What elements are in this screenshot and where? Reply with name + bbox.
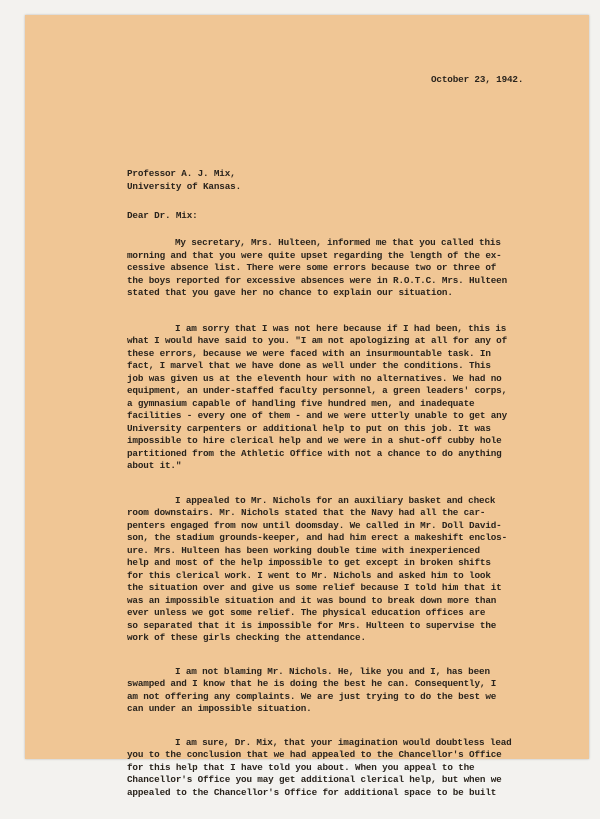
text-line: job was given us at the eleventh hour with no alternatives. We had no bbox=[127, 372, 502, 384]
text-line: was an impossible situation and it was bound to break down more than bbox=[127, 594, 497, 606]
text-line: for this help that I have told you about. When you appeal to the bbox=[127, 761, 475, 773]
salutation: Dear Dr. Mix: bbox=[127, 210, 198, 221]
text-line: stated that you gave her no chance to explain our situation. bbox=[127, 287, 453, 298]
text-line: the boys reported for excessive absences were in R.O.T.C. Mrs. Hulteen bbox=[127, 274, 508, 286]
text-line: Chancellor's Office you may get additional clerical help, but when we bbox=[127, 774, 502, 785]
text-line: equipment, an under-staffed faculty personnel, a green leaders' corps, bbox=[127, 385, 508, 396]
text-line: I am sure, Dr. Mix, that your imagination would doubtless lead bbox=[175, 736, 512, 748]
letter-body bbox=[127, 237, 547, 819]
text-line: penters engaged from now until doomsday. We called in Mr. Doll David- bbox=[127, 519, 502, 531]
text-line: I am not blaming Mr. Nichols. He, like you and I, has been bbox=[175, 665, 490, 677]
text-line: University carpenters or additional help to put on this job. It was bbox=[127, 422, 491, 434]
text-line: room downstairs. Mr. Nichols stated that the Navy had all the car- bbox=[127, 507, 486, 518]
text-line: about it." bbox=[127, 460, 182, 471]
paragraph-1 bbox=[127, 237, 547, 300]
text-line: appealed to the Chancellor's Office for additional space to be built bbox=[127, 786, 497, 798]
text-line: help and most of the help impossible to get except in broken shifts bbox=[127, 557, 491, 568]
text-line: what I would have said to you. "I am not apologizing at all for any of bbox=[127, 335, 508, 346]
recipient-name: Professor A. J. Mix, bbox=[127, 168, 236, 179]
text-line: so separated that it is impossible for Mrs. Hulteen to supervise the bbox=[127, 619, 497, 631]
text-line: cessive absence list. There were some errors because two or three of bbox=[127, 262, 497, 273]
text-line: My secretary, Mrs. Hulteen, informed me that you called this bbox=[175, 237, 501, 248]
recipient-address bbox=[127, 168, 241, 193]
text-line: facilities - every one of them - and we were utterly unable to get any bbox=[127, 410, 508, 421]
letter-page bbox=[25, 15, 589, 798]
text-line: I appealed to Mr. Nichols for an auxiliary basket and check bbox=[175, 494, 496, 506]
text-line: am not offering any complaints. We are just trying to do the best we bbox=[127, 690, 497, 702]
text-line: swamped and I know that he is doing the best he can. Consequently, I bbox=[127, 678, 497, 689]
text-line: a gymnasium capable of handling five hundred men, and inadequate bbox=[127, 397, 475, 409]
text-line: the situation over and give us some relief because I told him that it bbox=[127, 582, 502, 593]
recipient-institution: University of Kansas. bbox=[127, 180, 242, 192]
text-line: fact, I marvel that we have done as well under the conditions. This bbox=[127, 360, 491, 371]
paragraph-4 bbox=[127, 666, 547, 716]
text-line: morning and that you were quite upset regarding the length of the ex- bbox=[127, 249, 502, 261]
paragraph-5 bbox=[127, 737, 547, 800]
text-line: impossible to hire clerical help and we were in a shut-off cubby hole bbox=[127, 435, 502, 446]
text-line: partitioned from the Athletic Office with not a chance to do anything bbox=[127, 447, 502, 459]
text-line: work of these girls checking the attendance. bbox=[127, 632, 366, 643]
text-line: you to the conclusion that we had appealed to the Chancellor's Office bbox=[127, 749, 502, 760]
text-line: for this clerical work. I went to Mr. Nichols and asked him to look bbox=[127, 569, 491, 581]
paragraph-2 bbox=[127, 323, 547, 473]
text-line: these errors, because we were faced with an insurmountable task. In bbox=[127, 347, 491, 359]
text-line: can under an impossible situation. bbox=[127, 703, 312, 714]
letter-date: October 23, 1942. bbox=[431, 74, 524, 85]
text-line: ure. Mrs. Hulteen has been working double time with inexperienced bbox=[127, 544, 480, 556]
paragraph-3 bbox=[127, 495, 547, 645]
text-line: ever unless we got some relief. The physical education offices are bbox=[127, 607, 486, 618]
text-line: son, the stadium grounds-keeper, and had him erect a makeshift enclos- bbox=[127, 532, 508, 543]
text-line: I am sorry that I was not here because if I had been, this is bbox=[175, 322, 507, 334]
